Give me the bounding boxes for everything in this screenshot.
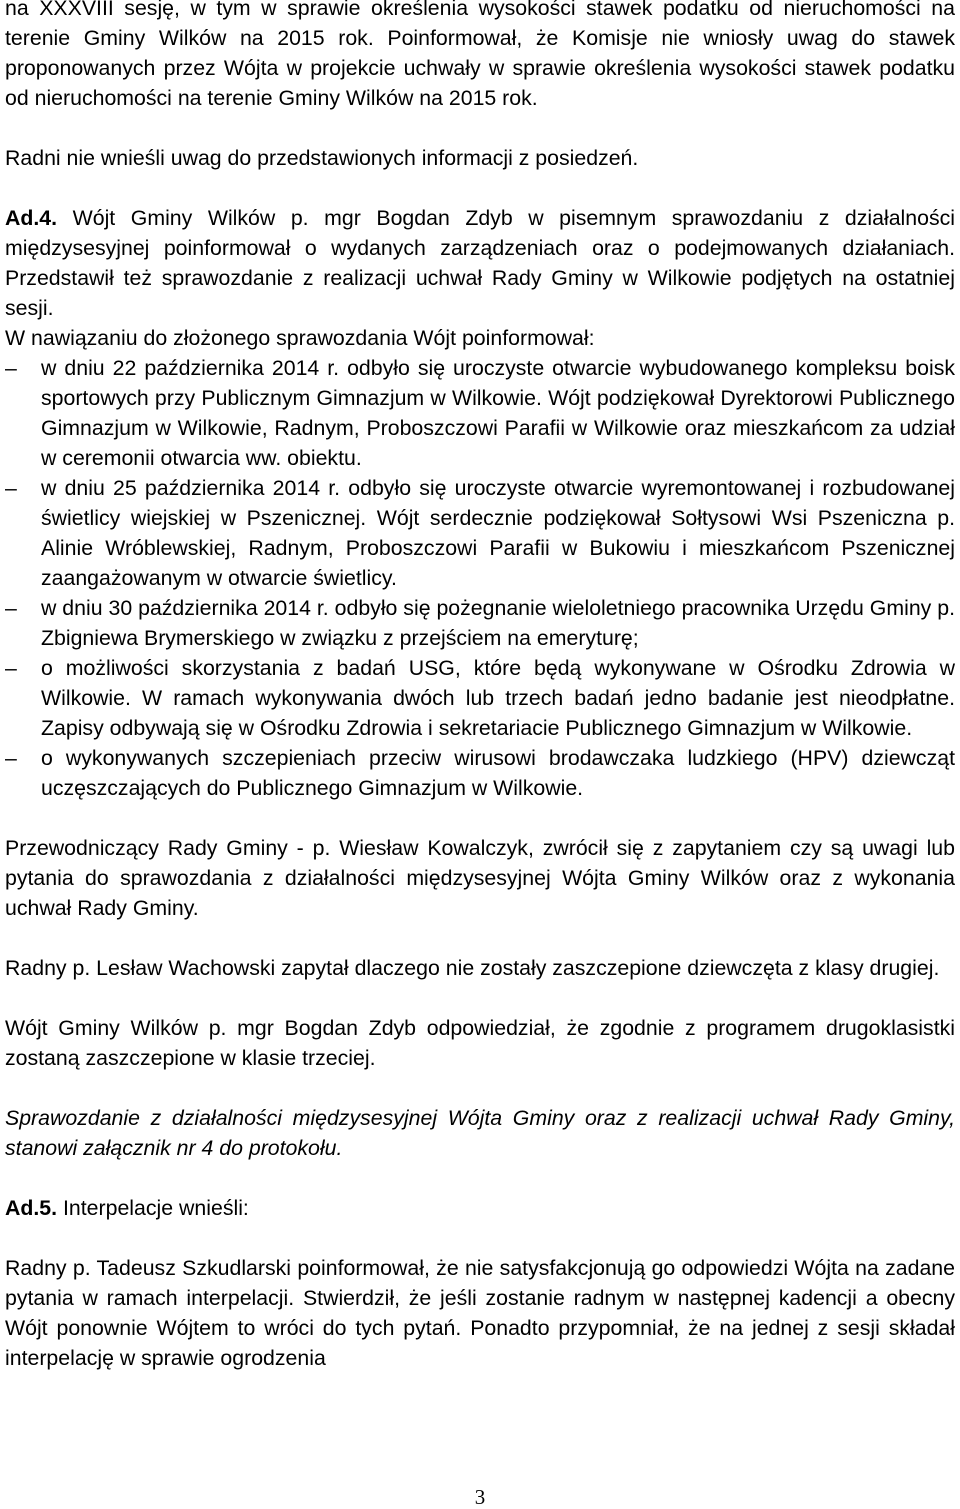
dash-bullet-icon: – (5, 656, 17, 680)
list-item-text: w dniu 22 października 2014 r. odbyło się uroczyste otwarcie wybudowanego kompleksu boisk sportowych przy Publicznym Gimnazjum w Wilkowie. Wójt podziękował Dyrektorowi Publicznego Gimnazjum w Wilkowie, Radnym, Proboszczowi Parafii w Wilkowie oraz mieszkańcom za udział w ceremonii otwarcia ww. obiektu. (41, 356, 955, 470)
wachowski-question-paragraph: Radny p. Lesław Wachowski zapytał dlaczego nie zostały zaszczepione dziewczęta z klasy drugiej. (5, 956, 940, 980)
section-4-label: Ad.4. (5, 206, 58, 230)
dash-bullet-icon: – (5, 746, 17, 770)
spacer (5, 173, 955, 203)
list-item (5, 653, 955, 743)
spacer (5, 113, 955, 143)
document-page (5, 0, 955, 1373)
section-4-paragraph (5, 203, 955, 323)
attachment-note: Sprawozdanie z działalności międzysesyjnej Wójta Gminy oraz z realizacji uchwał Rady Gminy, stanowi załącznik nr 4 do protokołu. (5, 1106, 955, 1160)
spacer (5, 1223, 955, 1253)
report-intro: W nawiązaniu do złożonego sprawozdania Wójt poinformował: (5, 326, 595, 350)
spacer (5, 1073, 955, 1103)
dash-bullet-icon: – (5, 596, 17, 620)
section-5-text: Interpelacje wnieśli: (57, 1196, 249, 1220)
spacer (5, 1163, 955, 1193)
list-item-text: o możliwości skorzystania z badań USG, które będą wykonywane w Ośrodku Zdrowia w Wilkowie. W ramach wykonywania dwóch lub trzech badań jedno badanie jest nieodpłatne. Zapisy odbywają się w Ośrodku Zdrowia i sekretariacie Publicznego Gimnazjum w Wilkowie. (41, 656, 955, 740)
list-item (5, 353, 955, 473)
report-list (5, 353, 955, 803)
spacer (5, 803, 955, 833)
mayor-answer-paragraph: Wójt Gminy Wilków p. mgr Bogdan Zdyb odpowiedział, że zgodnie z programem drugoklasistki zostaną zaszczepione w klasie trzeciej. (5, 1016, 955, 1070)
spacer (5, 923, 955, 953)
list-item (5, 473, 955, 593)
chairman-question-paragraph: Przewodniczący Rady Gminy - p. Wiesław Kowalczyk, zwrócił się z zapytaniem czy są uwagi lub pytania do sprawozdania z działalności międzysesyjnej Wójta Gminy Wilków oraz z wykonania uchwał Rady Gminy. (5, 836, 955, 920)
dash-bullet-icon: – (5, 476, 17, 500)
list-item (5, 593, 955, 653)
list-item-text: w dniu 25 października 2014 r. odbyło się uroczyste otwarcie wyremontowanej i rozbudowanej świetlicy wiejskiej w Pszenicznej. Wójt serdecznie podziękował Sołtysowi Wsi Pszeniczna p. Alinie Wróblewskiej, Radnym, Proboszczowi Parafii w Bukowiu i mieszkańcom Pszenicznej zaangażowanym w otwarcie świetlicy. (41, 476, 955, 590)
list-item-text: o wykonywanych szczepieniach przeciw wirusowi brodawczaka ludzkiego (HPV) dziewcząt uczęszczających do Publicznego Gimnazjum w Wilkowie. (41, 746, 955, 800)
list-item-text: w dniu 30 października 2014 r. odbyło się pożegnanie wieloletniego pracownika Urzędu Gminy p. Zbigniewa Brymerskiego w związku z przejściem na emeryturę; (41, 596, 955, 650)
dash-bullet-icon: – (5, 356, 17, 380)
section-5-paragraph (5, 1193, 955, 1223)
page-number: 3 (474, 1485, 486, 1509)
intro-paragraph: na XXXVIII sesję, w tym w sprawie określenia wysokości stawek podatku od nieruchomości na terenie Gminy Wilków na 2015 rok. Poinformował, że Komisje nie wniosły uwag do stawek proponowanych przez Wójta w projekcie uchwały w sprawie określenia wysokości stawek podatku od nieruchomości na terenie Gminy Wilków na 2015 rok. (5, 0, 955, 110)
list-item (5, 743, 955, 803)
section-4-text: Wójt Gminy Wilków p. mgr Bogdan Zdyb w pisemnym sprawozdaniu z działalności międzysesyjnej poinformował o wydanych zarządzeniach oraz o podejmowanych działaniach. Przedstawił też sprawozdanie z realizacji uchwał Rady Gminy w Wilkowie podjętych na ostatniej sesji. (5, 206, 955, 320)
szkudlarski-paragraph: Radny p. Tadeusz Szkudlarski poinformował, że nie satysfakcjonują go odpowiedzi Wójta na zadane pytania w ramach interpelacji. Stwierdził, że jeśli zostanie radnym w następnej kadencji a obecny Wójt ponownie Wójtem to wróci do tych pytań. Ponadto przypomniał, że na jednej z sesji składał interpelację w sprawie ogrodzenia (5, 1256, 955, 1370)
no-remarks-paragraph: Radni nie wnieśli uwag do przedstawionych informacji z posiedzeń. (5, 146, 639, 170)
spacer (5, 983, 955, 1013)
section-5-label: Ad.5. (5, 1196, 58, 1220)
